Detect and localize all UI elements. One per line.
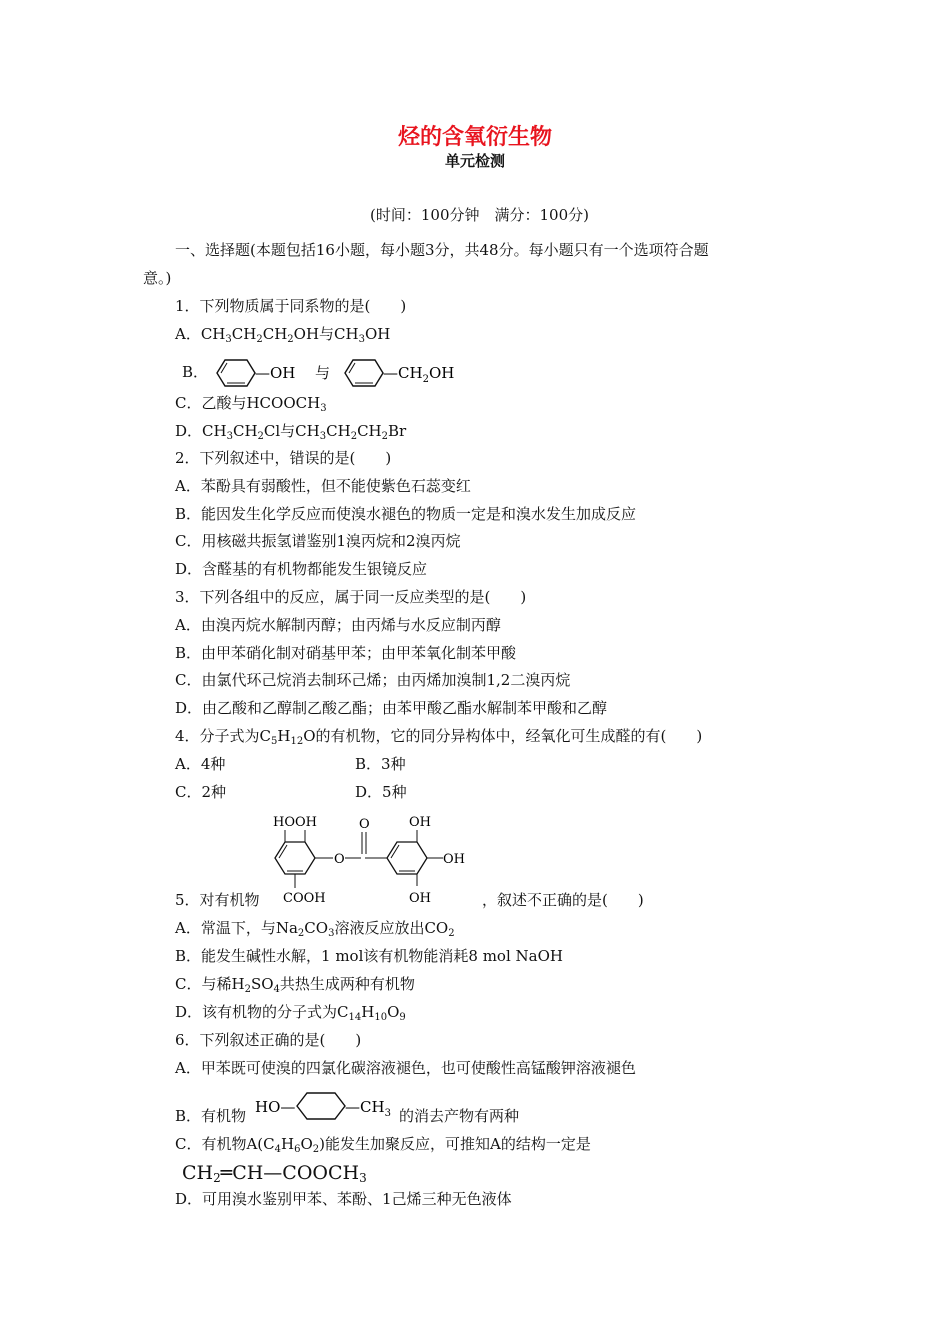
b-ch2oh-text: —CH	[383, 364, 423, 382]
s-o-carbonyl-text: O	[359, 817, 370, 832]
exam-info: (时间：100分钟 满分：100分)	[370, 206, 589, 224]
question-1-option-d: D．$CH_3CH_2Cl$与$CH_3CH_2CH_2Br$	[175, 422, 407, 442]
ring-bond	[391, 845, 399, 858]
s-oh-right-text: OH	[443, 852, 465, 867]
question-6-option-a: A．甲苯既可使溴的四氯化碳溶液褪色，也可使酸性高锰酸钾溶液褪色	[175, 1059, 636, 1077]
svg-text:—CH3: $—CH_3$	[345, 1098, 391, 1119]
question-4-option-a: A．4种	[175, 755, 226, 773]
question-1-option-b-label: B．	[182, 363, 209, 381]
question-3-option-a: A．由溴丙烷水解制丙醇；由丙烯与水反应制丙醇	[175, 616, 501, 634]
question-6-option-d: D．可用溴水鉴别甲苯、苯酚、1己烯三种无色液体	[175, 1190, 512, 1208]
b-ch3-text: —CH	[345, 1098, 385, 1116]
question-1-stem: 1．下列物质属于同系物的是( )	[175, 297, 407, 315]
question-6-stem: 6．下列叙述正确的是( )	[175, 1031, 362, 1049]
svg-text:—CH2OH: $—CH_2OH$	[383, 364, 455, 385]
question-4-option-d: D．5种	[355, 783, 407, 801]
s-oh-top-text: OH	[409, 815, 431, 830]
question-5-option-c: C．与稀$H_2SO_4$共热生成两种有机物	[175, 975, 415, 995]
question-3-option-c: C．由氯代环己烷消去制环己烯；由丙烯加溴制1,2二溴丙烷	[175, 671, 571, 689]
s-hooh-text: HOOH	[273, 815, 317, 830]
s-cooh-text: COOH	[283, 891, 326, 906]
b-oh-text: —OH	[255, 364, 296, 382]
question-6-option-b-post: 的消去产物有两种	[399, 1107, 520, 1125]
s-oh-bottom-text: OH	[409, 891, 431, 906]
question-5-option-d: D．该有机物的分子式为$C_{14}H_{10}O_9$	[175, 1003, 406, 1023]
section-heading: 一、选择题(本题包括16小题，每小题3分，共48分。每小题只有一个选项符合题	[175, 241, 709, 259]
b-and-text: 与	[315, 364, 331, 382]
section-heading-cont: 意。)	[143, 269, 172, 287]
question-2-stem: 2．下列叙述中，错误的是( )	[175, 449, 392, 467]
benzene-ring-right	[387, 842, 427, 874]
question-1-option-a: A．$CH_3CH_2CH_2OH$与$CH_3OH$	[175, 325, 391, 345]
cyclohexane-ring	[297, 1093, 345, 1119]
b-ho-text: HO—	[255, 1098, 296, 1116]
question-2-option-b: B．能因发生化学反应而使溴水褪色的物质一定是和溴水发生加成反应	[175, 505, 637, 523]
question-3-option-b: B．由甲苯硝化制对硝基甲苯；由甲苯氧化制苯甲酸	[175, 644, 517, 662]
question-3-stem: 3．下列各组中的反应，属于同一反应类型的是( )	[175, 588, 527, 606]
page-subtitle: 单元检测	[444, 152, 505, 170]
question-5-stem-pre: 5．对有机物	[175, 891, 260, 909]
page-title: 烃的含氧衍生物	[397, 125, 552, 150]
question-4-stem: 4．分子式为$C_5H_{12}O$的有机物，它的同分异构体中，经氧化可生成醛的有( )	[175, 727, 703, 747]
question-3-option-d: D．由乙酸和乙醇制乙酸乙酯；由苯甲酸乙酯水解制苯甲酸和乙醇	[175, 699, 608, 717]
question-5-stem-post: ，叙述不正确的是( )	[482, 891, 644, 909]
question-5-option-b: B．能发生碱性水解，1 mol该有机物能消耗8 mol NaOH	[175, 947, 563, 965]
question-6-option-b-pre: B．有机物	[175, 1107, 247, 1125]
question-4-option-c: C．2种	[175, 783, 227, 801]
question-2-option-a: A．苯酚具有弱酸性，但不能使紫色石蕊变红	[175, 477, 471, 495]
benzene-ring-2	[345, 360, 383, 386]
question-6-option-b-structure	[255, 1088, 405, 1124]
question-5-option-a: A．常温下，与$Na_2CO_3$溶液反应放出$CO_2$	[175, 919, 455, 939]
question-4-option-b: B．3种	[355, 755, 406, 773]
question-1-option-c: C．乙酸与$HCOOCH_3$	[175, 394, 327, 414]
b-oh2-text: OH	[428, 364, 455, 382]
question-5-structure	[265, 810, 475, 910]
benzene-ring-1	[217, 360, 255, 386]
benzene-ring-left	[275, 842, 315, 874]
question-6-option-c: C．有机物$A(C_4H_6O_2)$能发生加聚反应，可推知A的结构一定是	[175, 1135, 591, 1155]
ring-bond	[279, 845, 287, 858]
question-2-option-c: C．用核磁共振氢谱鉴别1溴丙烷和2溴丙烷	[175, 532, 461, 550]
question-2-option-d: D．含醛基的有机物都能发生银镜反应	[175, 560, 428, 578]
s-o-link-text: O	[334, 852, 345, 867]
question-1-option-b-structures	[205, 355, 475, 391]
question-6-option-c-formula: $CH_2═CH—COOCH_3$	[182, 1162, 367, 1185]
